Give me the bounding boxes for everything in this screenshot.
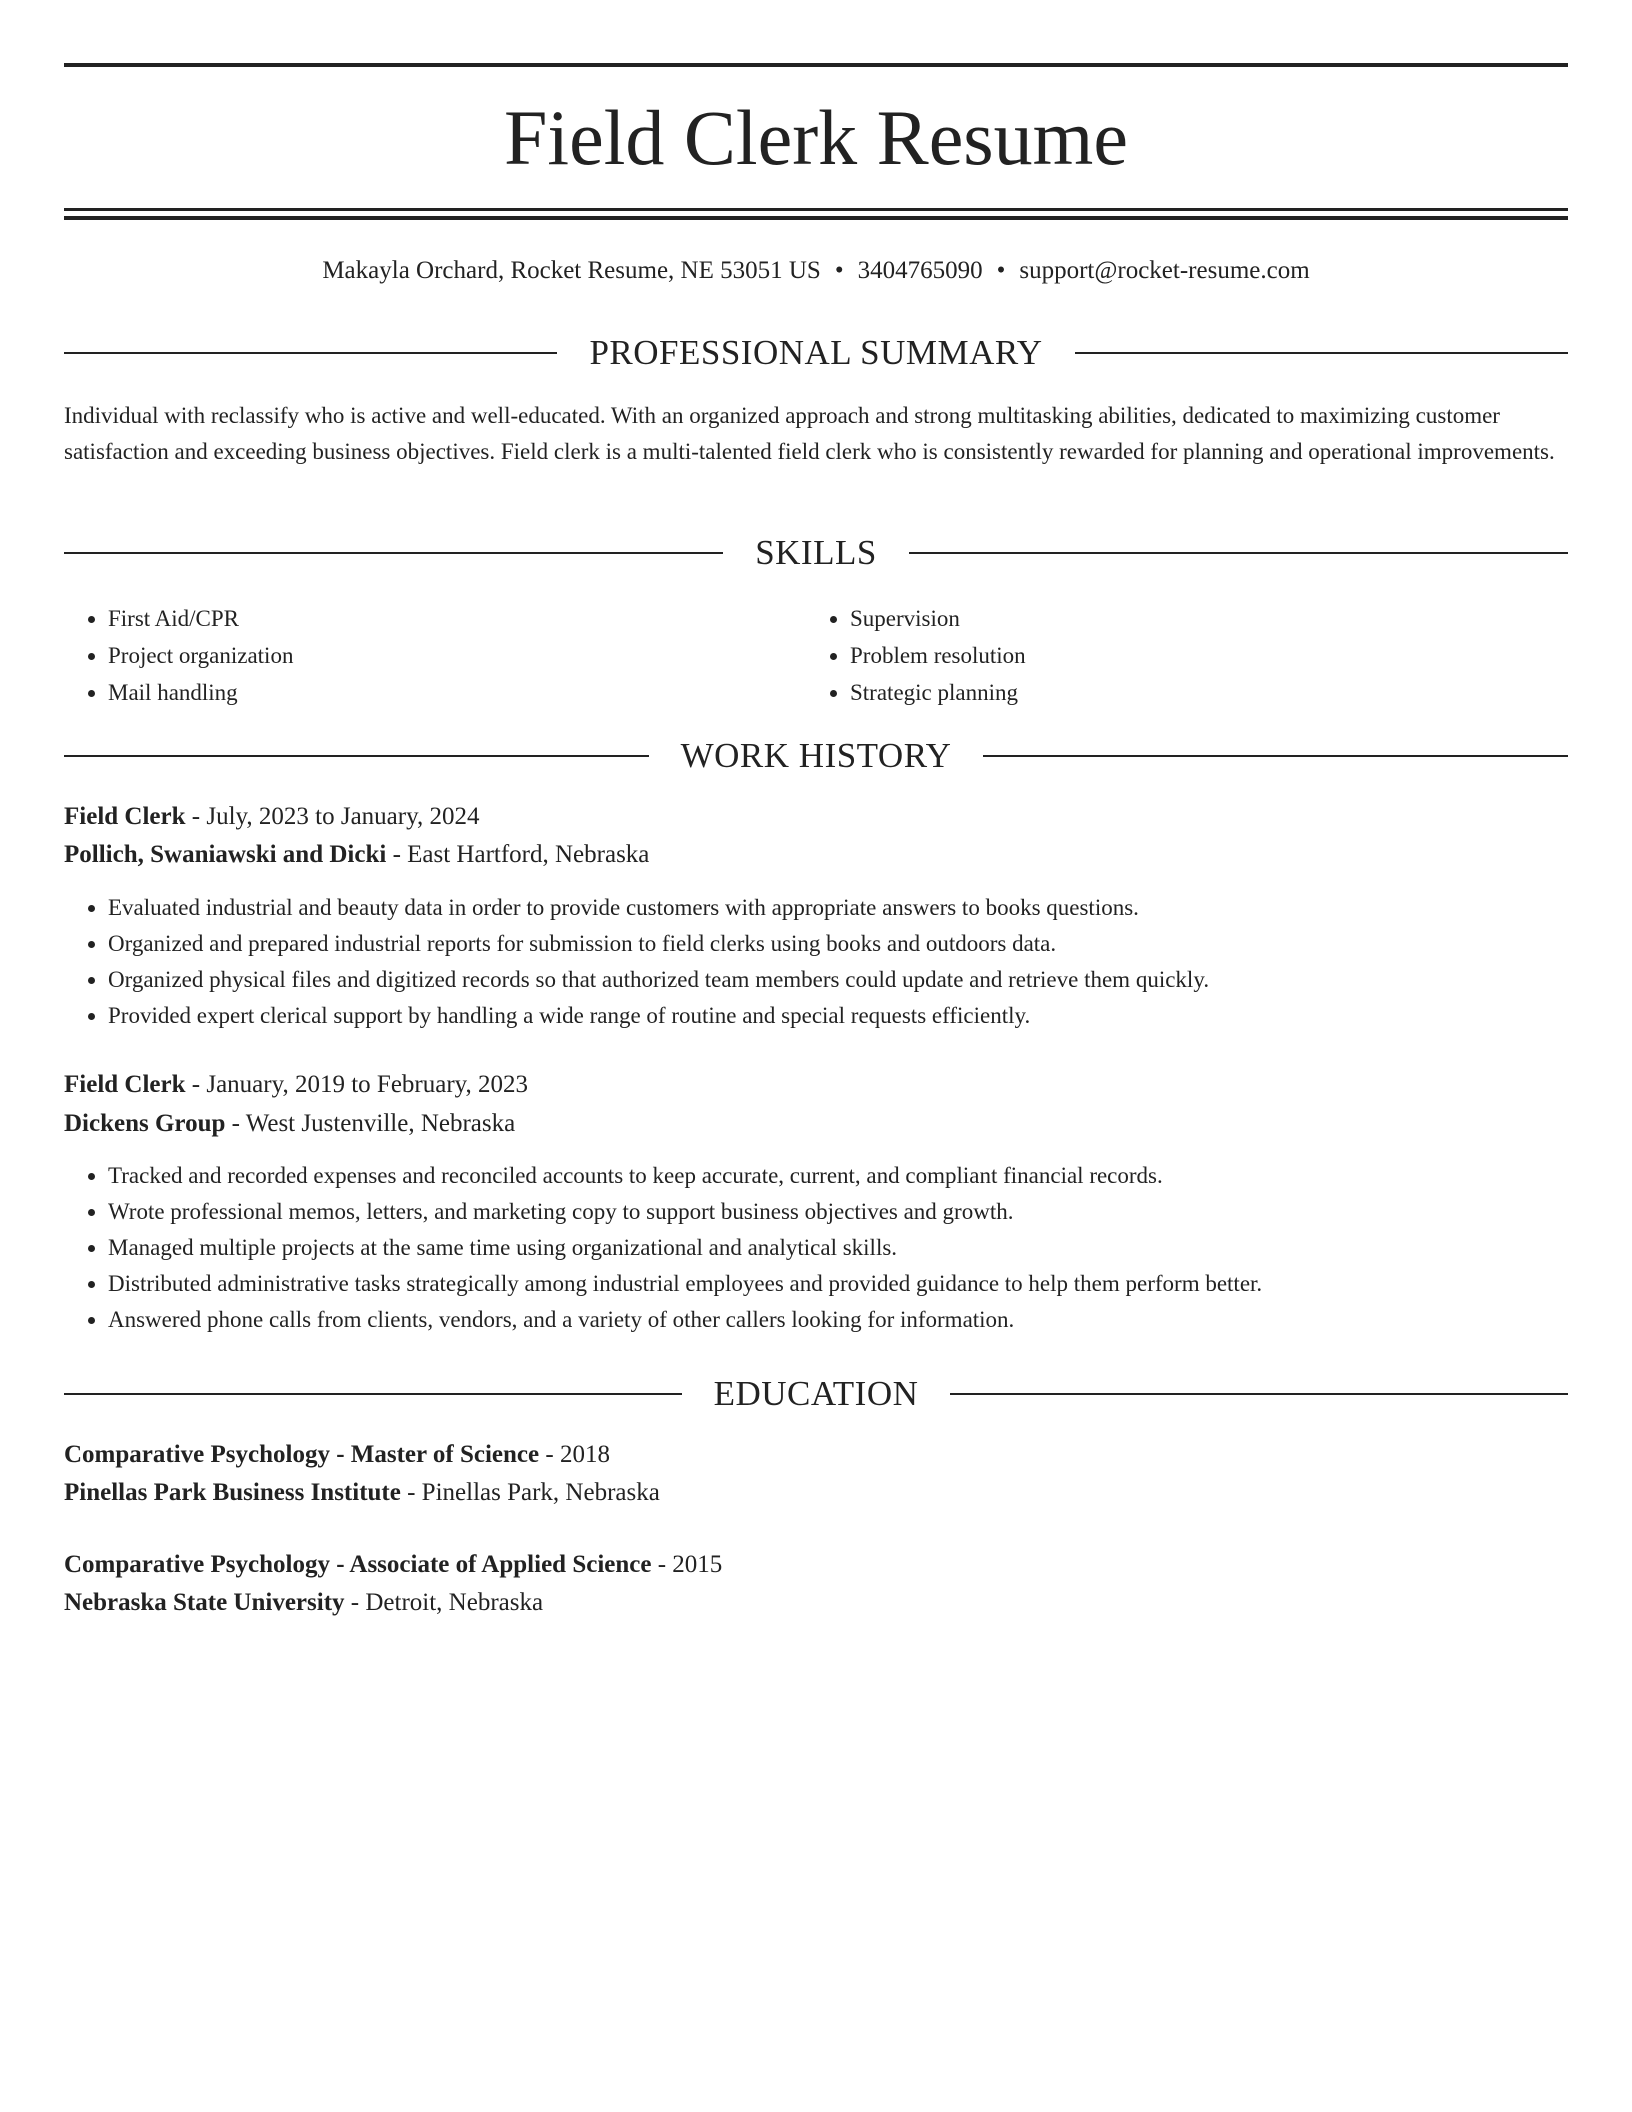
job-location: - West Justenville, Nebraska <box>225 1110 516 1137</box>
education-year: - 2018 <box>539 1441 610 1468</box>
job-bullets <box>64 890 1612 1034</box>
job-bullet: • Organized physical files and digitized records so that authorized team members could update and retrieve them quickly. <box>108 962 1612 998</box>
section-rule <box>1075 352 1568 354</box>
education-degree-line <box>64 1546 1568 1584</box>
education-location: - Detroit, Nebraska <box>344 1589 544 1616</box>
skill-item: • First Aid/CPR <box>108 600 806 637</box>
contact-separator: • <box>834 257 844 284</box>
section-rule <box>64 352 557 354</box>
work-section-header <box>64 733 1568 779</box>
skill-item: • Strategic planning <box>850 674 1548 711</box>
education-degree-line <box>64 1436 1568 1474</box>
contact-address: Makayla Orchard, Rocket Resume, NE 53051 US <box>322 257 821 284</box>
title-double-rule <box>64 208 1568 220</box>
contact-email: support@rocket-resume.com <box>1019 257 1310 284</box>
summary-heading: PROFESSIONAL SUMMARY <box>589 333 1043 372</box>
job-bullet: • Provided expert clerical support by handling a wide range of routine and special requests efficiently. <box>108 998 1612 1034</box>
summary-text: Individual with reclassify who is active and well-educated. With an organized approach and strong multitasking abilities, dedicated to maximizing customer satisfaction and exceeding business objectives. Field clerk is a multi-talented field clerk who is consistently rewarded for planning and operational improvements. <box>64 403 1555 464</box>
job-title-line <box>64 1066 1568 1104</box>
contact-separator: • <box>996 257 1006 284</box>
work-heading: WORK HISTORY <box>680 736 952 775</box>
education-school-line <box>64 1584 1568 1622</box>
skills-list <box>64 600 1568 711</box>
section-rule <box>983 755 1568 757</box>
education-school: Pinellas Park Business Institute <box>64 1479 401 1506</box>
skill-item: • Supervision <box>850 600 1548 637</box>
section-rule <box>64 755 649 757</box>
skills-column-right <box>806 600 1548 711</box>
skills-section-header <box>64 530 1568 576</box>
contact-line <box>64 250 1568 292</box>
job-bullet: • Wrote professional memos, letters, and marketing copy to support business objectives and growth. <box>108 1194 1612 1230</box>
job-company: Pollich, Swaniawski and Dicki <box>64 841 387 868</box>
section-rule <box>64 1393 682 1395</box>
job-title: Field Clerk <box>64 803 186 830</box>
education-location: - Pinellas Park, Nebraska <box>400 1479 660 1506</box>
job-company-line <box>64 836 1568 874</box>
section-rule <box>64 552 723 554</box>
job-location: - East Hartford, Nebraska <box>386 841 650 868</box>
job-bullet: • Managed multiple projects at the same time using organizational and analytical skills. <box>108 1230 1612 1266</box>
education-school: Nebraska State University <box>64 1589 345 1616</box>
education-heading: EDUCATION <box>713 1374 919 1413</box>
education-year: - 2015 <box>651 1551 723 1578</box>
job-title: Field Clerk <box>64 1071 186 1098</box>
resume-title: Field Clerk Resume <box>504 94 1128 181</box>
education-school-line <box>64 1474 1568 1512</box>
skills-column-left <box>64 600 806 711</box>
job-bullet: • Evaluated industrial and beauty data in order to provide customers with appropriate answers to books questions. <box>108 890 1612 926</box>
job-title-line <box>64 798 1568 836</box>
skills-heading: SKILLS <box>755 533 877 572</box>
job-bullet: • Tracked and recorded expenses and reconciled accounts to keep accurate, current, and compliant financial records. <box>108 1158 1612 1194</box>
education-section-header <box>64 1371 1568 1417</box>
section-rule <box>950 1393 1568 1395</box>
job-bullet: • Distributed administrative tasks strategically among industrial employees and provided guidance to help them perform better. <box>108 1266 1612 1302</box>
education-degree: Comparative Psychology - Master of Science <box>64 1441 540 1468</box>
skill-item: • Project organization <box>108 637 806 674</box>
job-bullets <box>64 1158 1612 1338</box>
job-dates: - July, 2023 to January, 2024 <box>185 803 480 830</box>
job-dates: - January, 2019 to February, 2023 <box>185 1071 529 1098</box>
summary-section-header <box>64 330 1568 376</box>
section-rule <box>909 552 1568 554</box>
job-bullet: • Organized and prepared industrial reports for submission to field clerks using books and outdoors data. <box>108 926 1612 962</box>
job-company-line <box>64 1105 1568 1143</box>
job-bullet: • Answered phone calls from clients, vendors, and a variety of other callers looking for information. <box>108 1302 1612 1338</box>
top-rule <box>64 63 1568 67</box>
education-degree: Comparative Psychology - Associate of Applied Science <box>64 1551 652 1578</box>
contact-phone: 3404765090 <box>857 257 983 284</box>
skill-item: • Problem resolution <box>850 637 1548 674</box>
job-company: Dickens Group <box>64 1110 226 1137</box>
skill-item: • Mail handling <box>108 674 806 711</box>
